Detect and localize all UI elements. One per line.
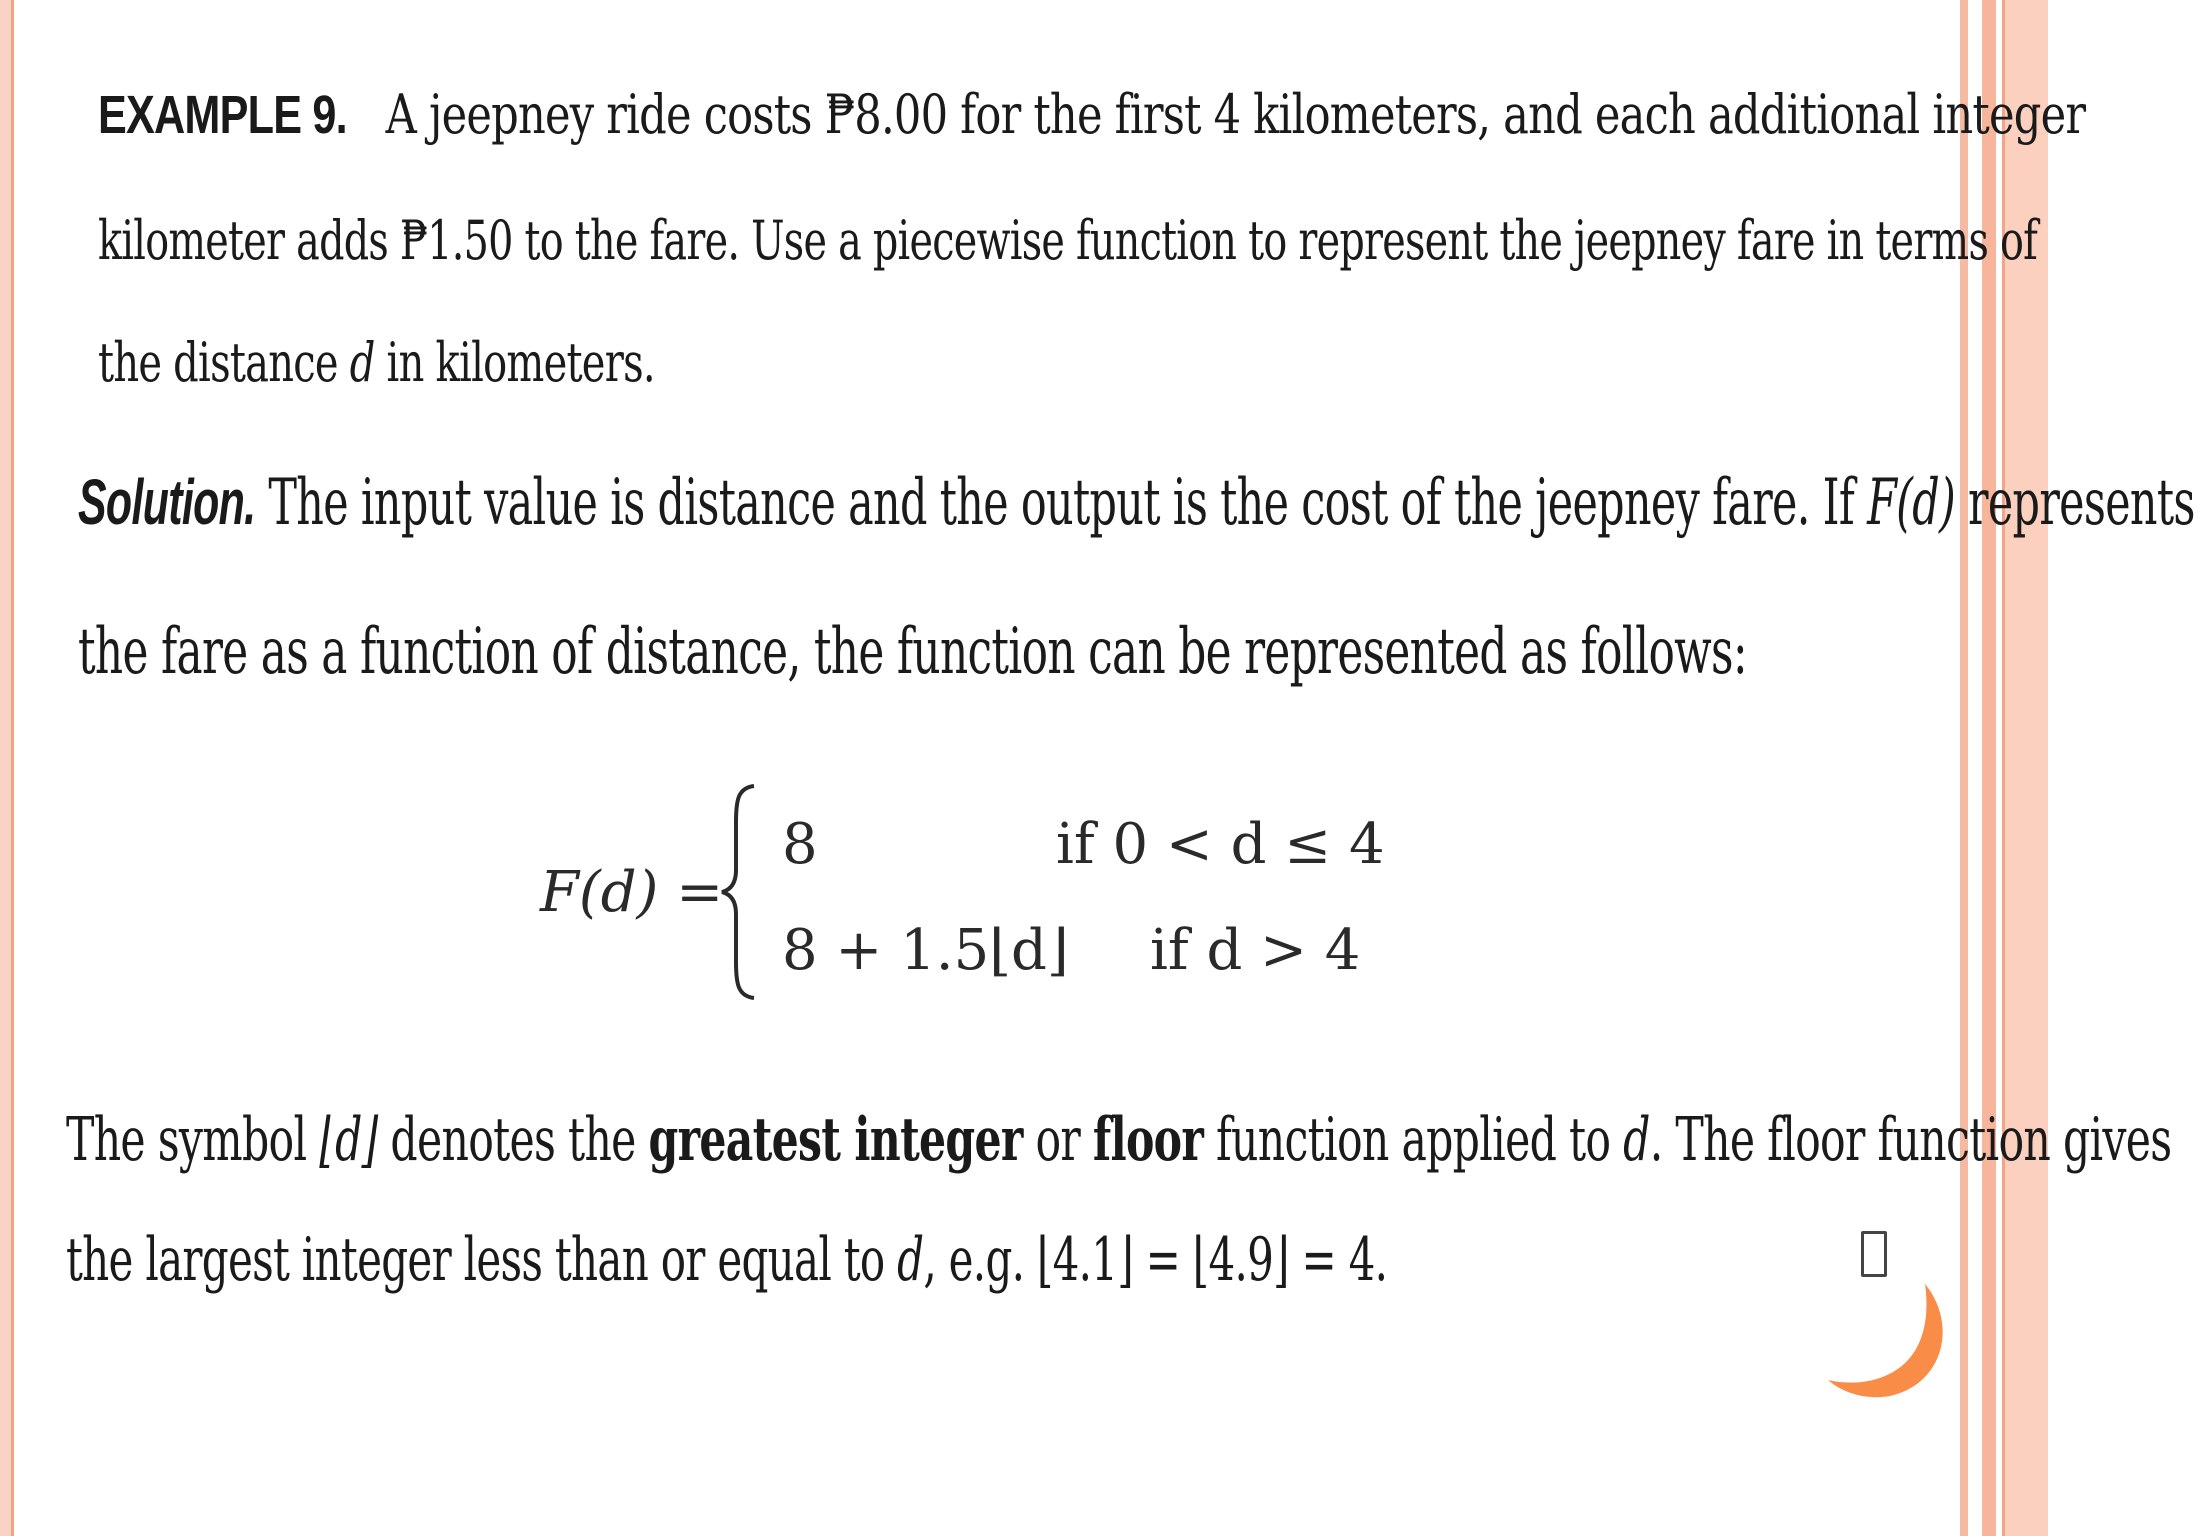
solution-line-1 <box>78 466 2195 540</box>
left-brace-icon <box>720 782 760 1002</box>
example-line-2 <box>98 209 2038 272</box>
solution-text-2: the fare as a function of distance, the function can be represented as follows: <box>78 615 1747 689</box>
note-text-1e: . The floor function gives <box>1649 1105 2172 1175</box>
example-line-3 <box>98 331 655 394</box>
equation-lhs: F(d) = <box>540 860 724 925</box>
note-text-1d: function applied to <box>1203 1105 1624 1175</box>
floor-symbol: ⌊d⌋ <box>319 1105 378 1175</box>
variable-d: d <box>1623 1105 1650 1175</box>
corner-swoosh-icon <box>1826 1280 1952 1406</box>
note-text-1b: denotes the <box>377 1105 649 1175</box>
note-text-2b: , e.g. ⌊4.1⌋ = ⌊4.9⌋ = 4. <box>923 1225 1388 1295</box>
case-2-value: 8 + 1.5⌊d⌋ <box>782 918 1069 983</box>
solution-label: Solution. <box>78 466 256 538</box>
example-label: EXAMPLE 9. <box>98 85 347 145</box>
example-text-1: A jeepney ride costs ₱8.00 for the first 4 kilometers, and each additional integer <box>385 83 2086 146</box>
note-text-1c: or <box>1022 1105 1093 1175</box>
example-text-2: kilometer adds ₱1.50 to the fare. Use a piecewise function to represent the jeepney fare in terms of <box>98 209 2038 272</box>
note-text-1a: The symbol <box>66 1105 320 1175</box>
note-text-2a: the largest integer less than or equal to <box>66 1225 898 1295</box>
case-1-value: 8 <box>782 812 818 877</box>
case-1-condition: if 0 < d ≤ 4 <box>1056 812 1385 877</box>
function-f-of-d: F(d) <box>1867 466 1956 540</box>
example-text-3a: the distance <box>98 331 350 394</box>
example-text-3b: in kilometers. <box>374 331 655 394</box>
variable-d: d <box>897 1225 924 1295</box>
solution-text-1a: The input value is distance and the output is the cost of the jeepney fare. If <box>255 466 1868 540</box>
example-line-1 <box>98 83 2086 146</box>
qed-box-icon <box>1861 1231 1887 1277</box>
note-line-2 <box>66 1225 1388 1295</box>
case-2-condition: if d > 4 <box>1150 918 1361 983</box>
note-line-1 <box>66 1105 2172 1175</box>
variable-d: d <box>349 331 375 394</box>
solution-line-2 <box>78 615 1747 689</box>
term-greatest-integer: greatest integer <box>648 1105 1023 1175</box>
solution-text-1b: represents <box>1955 466 2195 540</box>
term-floor: floor <box>1092 1105 1204 1175</box>
